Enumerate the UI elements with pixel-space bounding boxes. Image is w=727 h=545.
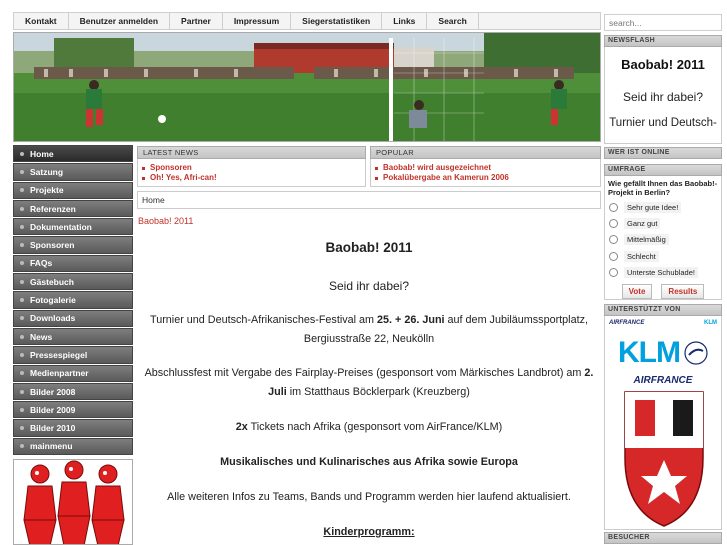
who-is-online-header: WER IST ONLINE — [604, 147, 722, 159]
neukoelln-coat-of-arms-icon — [605, 388, 722, 528]
nav-link-kontakt[interactable]: Kontakt — [14, 13, 69, 29]
poll-radio[interactable] — [609, 203, 618, 212]
menu-item-label: Fotogalerie — [30, 295, 76, 306]
poll-option[interactable] — [605, 248, 721, 264]
breadcrumb: Home — [137, 191, 601, 209]
bullet-icon — [20, 188, 24, 192]
menu-item-label: Gästebuch — [30, 276, 74, 287]
newsflash-heading: Baobab! 2011 — [621, 57, 705, 72]
newsflash-header: NEWSFLASH — [604, 35, 722, 47]
menu-item-pressespiegel[interactable] — [13, 346, 133, 363]
popular-header: POPULAR — [370, 146, 601, 159]
nav-link-partner[interactable]: Partner — [170, 13, 223, 29]
text: im Statthaus Böcklerpark (Kreuzberg) — [286, 386, 470, 398]
poll-box — [604, 176, 722, 300]
airfrance-small-text: AIRFRANCE — [609, 320, 645, 326]
bullet-icon — [20, 261, 24, 265]
popular-link-ausgezeichnet[interactable]: Baobab! wird ausgezeichnet — [383, 163, 492, 172]
article-paragraph-info: Alle weiteren Infos zu Teams, Bands und Programm werden hier laufend aktualisiert. — [167, 491, 571, 503]
nav-link-links[interactable]: Links — [382, 13, 427, 29]
sponsors-box — [604, 316, 722, 530]
article-paragraph-music: Musikalisches und Kulinarisches aus Afrika sowie Europa — [220, 456, 518, 468]
nav-link-benutzer-anmelden[interactable]: Benutzer anmelden — [69, 13, 170, 29]
menu-item-sponsoren[interactable] — [13, 236, 133, 253]
count-bold: 2x — [235, 421, 248, 433]
vote-button[interactable]: Vote — [622, 284, 653, 299]
article-paragraph-tickets — [137, 418, 601, 437]
date-bold: 2. Juli — [268, 367, 594, 398]
nav-link-siegerstatistiken[interactable]: Siegerstatistiken — [291, 13, 382, 29]
newsflash-box — [604, 47, 722, 144]
menu-item-news[interactable] — [13, 328, 133, 345]
menu-item-home[interactable] — [13, 145, 133, 162]
popular-link-pokaluebergabe[interactable]: Pokalübergabe an Kamerun 2006 — [383, 173, 509, 182]
menu-item-label: Projekte — [30, 185, 64, 196]
visitors-header: BESUCHER — [604, 532, 722, 544]
menu-item-label: Medienpartner — [30, 368, 89, 379]
bullet-icon — [142, 177, 145, 180]
poll-question: Wie gefällt Ihnen das Baobab!-Projekt in Berlin? — [608, 179, 718, 197]
bullet-icon — [375, 167, 378, 170]
baobab-mascot-image — [13, 459, 133, 545]
menu-item-label: FAQs — [30, 258, 53, 269]
bullet-icon — [20, 444, 24, 448]
bullet-icon — [20, 170, 24, 174]
latest-news-item[interactable] — [138, 163, 365, 173]
poll-option-label: Unterste Schublade! — [624, 267, 698, 278]
article-paragraph-festival — [137, 311, 601, 349]
bullet-icon — [20, 426, 24, 430]
popular-item[interactable] — [371, 173, 600, 183]
menu-item-label: News — [30, 331, 53, 342]
latest-news-list — [137, 159, 366, 187]
menu-item-projekte[interactable] — [13, 182, 133, 199]
nav-link-impressum[interactable]: Impressum — [223, 13, 291, 29]
article-section-title: Baobab! 2011 — [138, 216, 194, 226]
results-button[interactable]: Results — [661, 284, 704, 299]
menu-item-label: Home — [30, 148, 54, 159]
menu-item-medienpartner[interactable] — [13, 365, 133, 382]
article-heading: Baobab! 2011 — [325, 240, 413, 255]
poll-option-label: Mittelmäßig — [624, 234, 669, 245]
menu-item-label: Bilder 2008 — [30, 386, 76, 397]
menu-item-downloads[interactable] — [13, 310, 133, 327]
bullet-icon — [20, 335, 24, 339]
bullet-icon — [20, 371, 24, 375]
poll-option[interactable] — [605, 264, 721, 280]
text: Tickets nach Afrika (gesponsort vom AirFrance/KLM) — [247, 421, 503, 433]
poll-options — [605, 199, 721, 280]
menu-item-label: Satzung — [30, 166, 64, 177]
airfrance-logo[interactable] — [605, 374, 721, 386]
menu-item-bilder-2009[interactable] — [13, 401, 133, 418]
menu-item-label: Bilder 2010 — [30, 423, 76, 434]
klm-small-text: KLM — [704, 320, 717, 326]
poll-radio[interactable] — [609, 252, 618, 261]
bullet-icon — [20, 152, 24, 156]
poll-radio[interactable] — [609, 235, 618, 244]
search-input[interactable] — [604, 14, 722, 31]
menu-item-label: Referenzen — [30, 203, 76, 214]
date-bold: 25. + 26. Juni — [377, 314, 445, 326]
header-banner-photo — [13, 32, 601, 142]
news-link-afri-can[interactable]: Oh! Yes, Afri-can! — [150, 173, 217, 182]
popular-item[interactable] — [371, 163, 600, 173]
bullet-icon — [20, 207, 24, 211]
bullet-icon — [20, 243, 24, 247]
airfrance-big-text: AIRFRANCE — [633, 375, 693, 386]
menu-item-fotogalerie[interactable] — [13, 291, 133, 308]
bullet-icon — [20, 353, 24, 357]
nav-link-search[interactable]: Search — [427, 13, 478, 29]
latest-news-item[interactable] — [138, 173, 365, 183]
menu-item-dokumentation[interactable] — [13, 218, 133, 235]
menu-item-label: Sponsoren — [30, 240, 75, 251]
popular-list — [370, 159, 601, 187]
supported-by-header: UNTERSTÜTZT VON — [604, 304, 722, 316]
bullet-icon — [375, 177, 378, 180]
bullet-icon — [20, 408, 24, 412]
poll-radio[interactable] — [609, 219, 618, 228]
menu-item-label: Dokumentation — [30, 221, 92, 232]
menu-item-label: Downloads — [30, 313, 76, 324]
poll-option[interactable] — [605, 199, 721, 215]
poll-option[interactable] — [605, 215, 721, 231]
bullet-icon — [20, 280, 24, 284]
text: Turnier und Deutsch-Afrikanisches-Festival am — [150, 314, 378, 326]
football-match-image — [14, 33, 601, 142]
poll-option[interactable] — [605, 232, 721, 248]
menu-item-label: Pressespiegel — [30, 349, 88, 360]
news-link-sponsoren[interactable]: Sponsoren — [150, 163, 192, 172]
menu-item-label: Bilder 2009 — [30, 404, 76, 415]
klm-logo[interactable] — [605, 336, 721, 370]
airfrance-klm-small-logo[interactable] — [605, 316, 721, 326]
menu-item-label: mainmenu — [30, 441, 73, 452]
bullet-icon — [142, 167, 145, 170]
bullet-icon — [20, 225, 24, 229]
menu-item-satzung[interactable] — [13, 163, 133, 180]
article-subheading: Seid ihr dabei? — [328, 279, 410, 293]
bullet-icon — [20, 390, 24, 394]
menu-item-bilder-2010[interactable] — [13, 419, 133, 436]
text: auf dem Jubiläumssportplatz, Bergiusstraße 22, Neukölln — [303, 314, 588, 345]
menu-item-faqs[interactable] — [13, 255, 133, 272]
bullet-icon — [20, 316, 24, 320]
klm-big-text: KLM — [618, 336, 680, 369]
article-paragraph-abschlussfest — [137, 364, 601, 402]
menu-item-g-stebuch[interactable] — [13, 273, 133, 290]
main-menu — [13, 145, 133, 456]
poll-buttons — [605, 284, 721, 299]
article-content — [137, 212, 601, 545]
poll-option-label: Ganz gut — [624, 218, 660, 229]
poll-header: UMFRAGE — [604, 164, 722, 176]
article-paragraph-kinder: Kinderprogramm: — [323, 526, 415, 538]
poll-radio[interactable] — [609, 268, 618, 277]
newsflash-text: Turnier und Deutsch- — [609, 117, 717, 129]
latest-news-header: LATEST NEWS — [137, 146, 366, 159]
poll-option-label: Schlecht — [624, 251, 659, 262]
skyteam-icon — [684, 341, 708, 365]
menu-item-bilder-2008[interactable] — [13, 383, 133, 400]
bullet-icon — [20, 298, 24, 302]
menu-item-referenzen[interactable] — [13, 200, 133, 217]
top-navigation — [13, 12, 601, 30]
text: Abschlussfest mit Vergabe des Fairplay-Preises (gesponsort vom Märkisches Landbrot) am — [144, 367, 585, 379]
poll-option-label: Sehr gute Idee! — [624, 202, 681, 213]
menu-item-mainmenu[interactable] — [13, 438, 133, 455]
newsflash-subheading: Seid ihr dabei? — [622, 90, 704, 104]
